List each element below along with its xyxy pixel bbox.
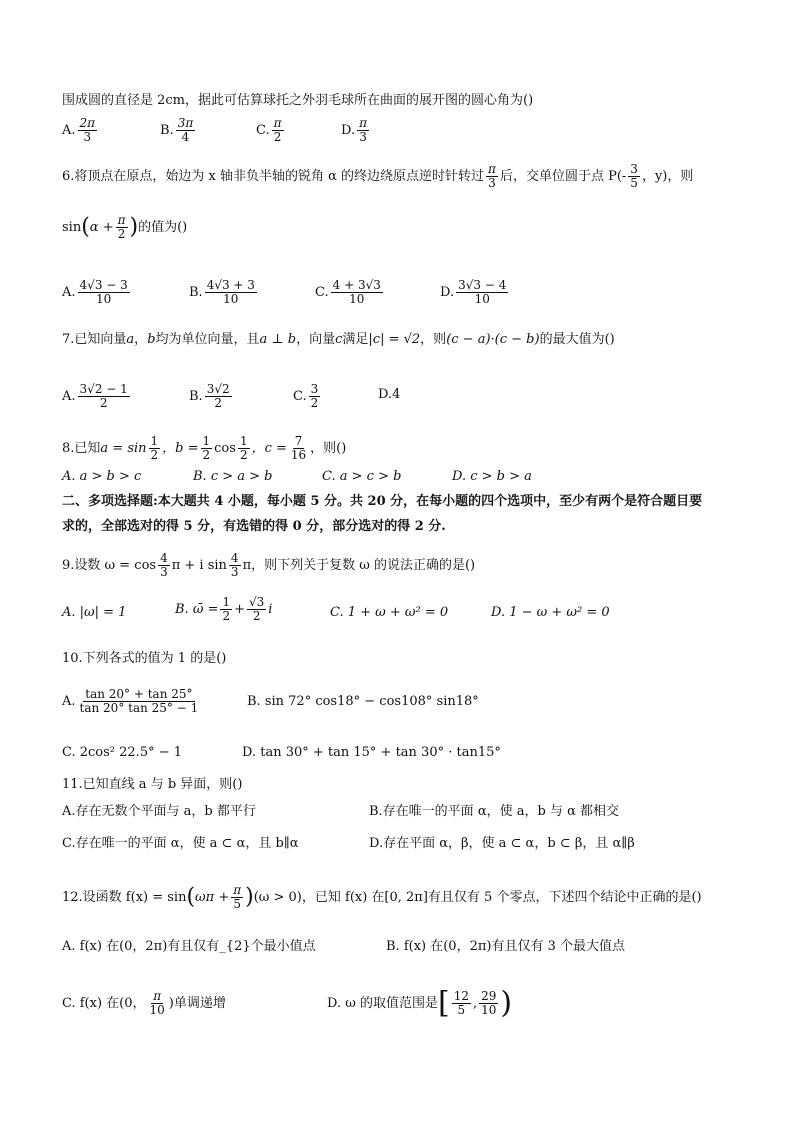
q5-stem-continuation: 围成圆的直径是 2cm，据此可估算球托之外羽毛球所在曲面的展开图的圆心角为() — [62, 93, 534, 108]
q8-stem: 8.已知a = sin $\frac{1}{2}$ ，b = $\frac{1}{2}$ cos $\frac{1}{2}$ ，c = $\frac{7}{16}$ ，则() — [62, 434, 347, 462]
q8-option-c: C. a > c > b — [322, 469, 402, 484]
q9-option-c: C. 1 + ω + ω² = 0 — [330, 605, 449, 620]
q10-stem: 10.下列各式的值为 1 的是() — [62, 651, 227, 666]
q9-stem: 9.设数 ω = cos $\frac{4}{3}$ π + i sin $\frac{4}{3}$ π，则下列关于复数 ω 的说法正确的是() — [62, 551, 476, 579]
q5-option-b: B. $\frac{3\pi}{4}$ — [160, 116, 194, 144]
q8-option-b: B. c > a > b — [193, 469, 273, 484]
q5-option-d: D. $\frac{\pi}{3}$ — [341, 116, 367, 144]
q11-option-b: B.存在唯一的平面 α，使 a，b 与 α 都相交 — [369, 804, 619, 819]
q10-option-a: A. $\frac{\tan 20^\circ + \tan 25^\circ}{\tan 20^\circ \tan 25^\circ - 1}$ — [62, 687, 199, 715]
q6-option-c: C. $\frac{4 + 3√3}{10}$ — [315, 278, 381, 306]
q6-option-b: B. $\frac{4√3 + 3}{10}$ — [189, 278, 255, 306]
q9-option-a: A. |ω| = 1 — [62, 605, 127, 620]
q5-option-a: A. $\frac{2\pi}{3}$ — [62, 116, 96, 144]
q11-option-d: D.存在平面 α，β，使 a ⊂ α，b ⊂ β，且 α∥β — [369, 836, 635, 851]
q7-option-a: A. $\frac{3√2 - 1}{2}$ — [62, 382, 128, 410]
q11-option-c: C.存在唯一的平面 α，使 a ⊂ α，且 b∥α — [62, 836, 299, 851]
q10-option-b: B. sin 72° cos18° − cos108° sin18° — [247, 694, 479, 709]
section-2-heading-line1: 二、多项选择题:本大题共 4 小题，每小题 5 分。共 20 分，在每小题的四个选项中，至少有两个是符合题目要 — [62, 494, 703, 509]
section-2-heading-line2: 求的，全部选对的得 5 分，有选错的得 0 分，部分选对的得 2 分. — [62, 519, 446, 534]
q5-option-c: C. $\frac{\pi}{2}$ — [256, 116, 282, 144]
q12-option-c: C. f(x) 在(0， $\frac{\pi}{10}$ )单调递增 — [62, 989, 226, 1017]
q10-option-c: C. 2cos² 22.5° − 1 — [62, 745, 183, 760]
q6-stem-line2: sin(α + $\frac{\pi}{2}$ )的值为() — [62, 213, 188, 241]
q9-option-d: D. 1 − ω + ω² = 0 — [491, 605, 610, 620]
q11-option-a: A.存在无数个平面与 a，b 都平行 — [62, 804, 256, 819]
q8-option-a: A. a > b > c — [62, 469, 142, 484]
q6-option-a: A. $\frac{4√3 - 3}{10}$ — [62, 278, 128, 306]
q7-option-c: C. $\frac{3}{2}$ — [293, 382, 319, 410]
q11-stem: 11.已知直线 a 与 b 异面，则() — [62, 777, 243, 792]
q7-option-b: B. $\frac{3√2}{2}$ — [189, 382, 230, 410]
q12-stem: 12.设函数 f(x) = sin(ωπ + $\frac{\pi}{5}$ )(ω > 0)，已知 f(x) 在[0, 2π]有且仅有 5 个零点，下述四个结论中正确的是() — [62, 883, 702, 911]
q12-option-d: D. ω 的取值范围是[ $\frac{12}{5}$ , $\frac{29}{10}$ ) — [327, 985, 513, 1021]
q12-option-a: A. f(x) 在(0，2π)有且仅有_{2}个最小值点 — [62, 939, 316, 954]
q12-option-b: B. f(x) 在(0，2π)有且仅有 3 个最大值点 — [386, 939, 626, 954]
q6-option-d: D. $\frac{3√3 - 4}{10}$ — [440, 278, 507, 306]
q8-option-d: D. c > b > a — [452, 469, 532, 484]
q7-option-d: D.4 — [378, 387, 401, 402]
q6-stem: 6.将顶点在原点，始边为 x 轴非负半轴的锐角 α 的终边绕原点逆时针转过 $\frac{\pi}{3}$ 后，交单位圆于点 P(- $\frac{3}{5}$ ，y)，则 — [62, 162, 694, 190]
q7-stem: 7.已知向量a，b均为单位向量，且a ⊥ b，向量c满足|c| = √2，则(c − a)·(c − b)的最大值为() — [62, 332, 615, 347]
q10-option-d: D. tan 30° + tan 15° + tan 30° · tan15° — [242, 745, 501, 760]
q9-option-b: B. ω̄ = $\frac{1}{2}$ + $\frac{√3}{2}$ i — [175, 595, 273, 623]
